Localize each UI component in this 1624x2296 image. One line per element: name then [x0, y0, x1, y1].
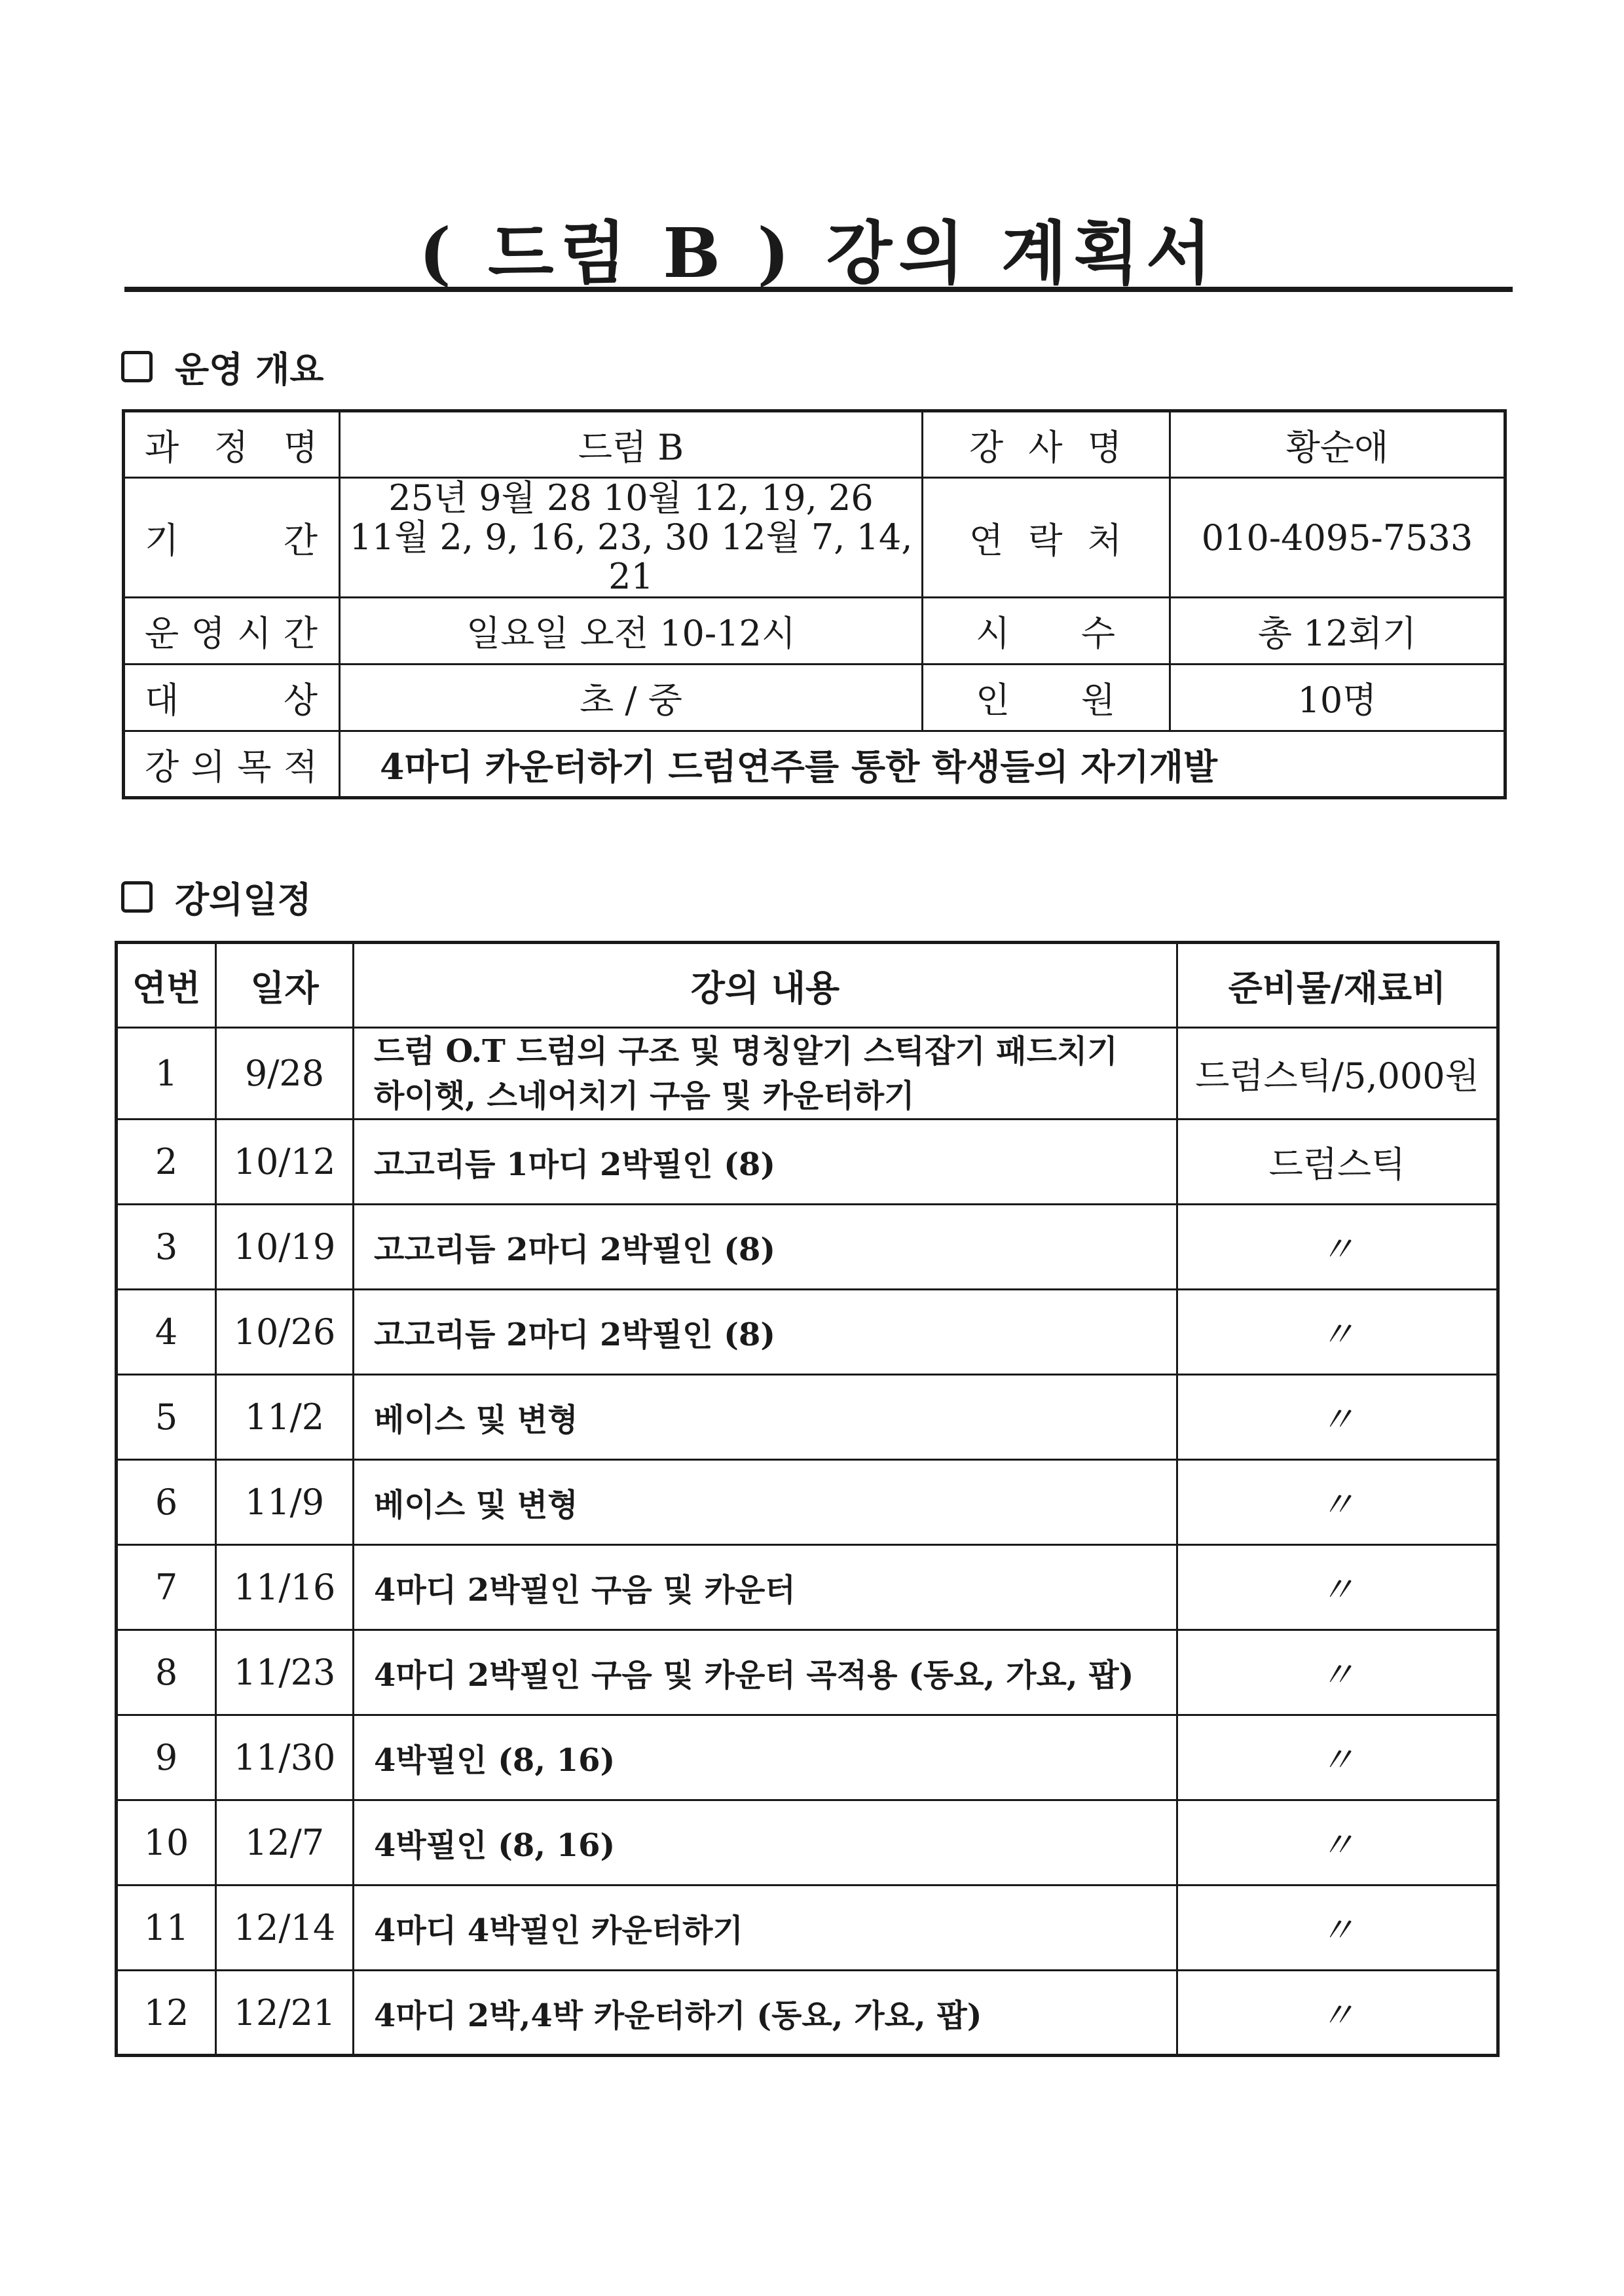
hours-label: 운 영 시 간: [124, 598, 340, 665]
row-number: 1: [117, 1028, 216, 1120]
table-row: [117, 1545, 1498, 1630]
row-content: [354, 1886, 1177, 1971]
course-label: 과 정 명: [124, 411, 340, 478]
table-row: [117, 1630, 1498, 1715]
row-content-line: 4마디 2박필인 구음 및 카운터 곡적용 (동요, 가요, 팝): [374, 1657, 1134, 1694]
row-number: 9: [117, 1715, 216, 1800]
row-date: 11/23: [216, 1630, 354, 1715]
row-content: [354, 1800, 1177, 1886]
row-number: 7: [117, 1545, 216, 1630]
row-content: [354, 1028, 1177, 1120]
table-row: [117, 1290, 1498, 1375]
row-content-line: 고고리듬 1마디 2박필인 (8): [374, 1146, 776, 1183]
overview-section-heading: [121, 340, 323, 393]
target-label: 대 상: [124, 665, 340, 731]
instructor-label: 강 사 명: [923, 411, 1170, 478]
header-date: 일자: [216, 943, 354, 1028]
row-date: 10/12: [216, 1120, 354, 1205]
header-no: 연번: [117, 943, 216, 1028]
row-number: 4: [117, 1290, 216, 1375]
overview-table: [122, 409, 1507, 799]
table-row: [117, 1375, 1498, 1460]
table-row: [117, 1120, 1498, 1205]
row-content: [354, 1205, 1177, 1290]
row-number: 2: [117, 1120, 216, 1205]
sessions-label: 시 수: [923, 598, 1170, 665]
goal-label: 강 의 목 적: [124, 731, 340, 798]
row-content-line: 4마디 2박필인 구음 및 카운터: [374, 1572, 796, 1609]
row-date: 11/30: [216, 1715, 354, 1800]
table-row: [117, 1800, 1498, 1886]
row-supplies: 〃: [1177, 1375, 1498, 1460]
row-number: 12: [117, 1971, 216, 2056]
row-supplies: 〃: [1177, 1290, 1498, 1375]
row-content-line: 드럼 O.T 드럼의 구조 및 명칭알기 스틱잡기 패드치기: [374, 1032, 1118, 1070]
row-content: [354, 1460, 1177, 1545]
overview-row-hours: [124, 598, 1505, 665]
headcount-value: 10명: [1170, 665, 1505, 731]
schedule-header-row: [117, 943, 1498, 1028]
row-content: [354, 1971, 1177, 2056]
row-content-line: 4마디 4박필인 카운터하기: [374, 1912, 743, 1949]
schedule-table: [115, 941, 1500, 2057]
row-supplies: 〃: [1177, 1460, 1498, 1545]
row-content-line: 4박필인 (8, 16): [374, 1827, 616, 1864]
contact-label: 연 락 처: [923, 478, 1170, 598]
row-date: 9/28: [216, 1028, 354, 1120]
row-date: 12/7: [216, 1800, 354, 1886]
row-supplies: 〃: [1177, 1800, 1498, 1886]
table-row: [117, 1971, 1498, 2056]
header-supplies: 준비물/재료비: [1177, 943, 1498, 1028]
checkbox-square-icon: [121, 351, 153, 382]
row-supplies: 드럼스틱/5,000원: [1177, 1028, 1498, 1120]
row-content: [354, 1715, 1177, 1800]
headcount-label: 인 원: [923, 665, 1170, 731]
row-number: 6: [117, 1460, 216, 1545]
row-supplies: 〃: [1177, 1205, 1498, 1290]
overview-row-goal: [124, 731, 1505, 798]
row-date: 12/14: [216, 1886, 354, 1971]
sessions-value: 총 12회기: [1170, 598, 1505, 665]
title-underline: [124, 287, 1513, 292]
row-content: [354, 1630, 1177, 1715]
row-number: 11: [117, 1886, 216, 1971]
row-date: 11/16: [216, 1545, 354, 1630]
row-content: [354, 1290, 1177, 1375]
row-supplies: 드럼스틱: [1177, 1120, 1498, 1205]
row-supplies: 〃: [1177, 1886, 1498, 1971]
goal-value: 4마디 카운터하기 드럼연주를 통한 학생들의 자기개발: [340, 731, 1505, 798]
table-row: [117, 1028, 1498, 1120]
period-value: 25년 9월 28 10월 12, 19, 26 11월 2, 9, 16, 23, 30 12월 7, 14, 21: [340, 478, 923, 598]
table-row: [117, 1886, 1498, 1971]
overview-row-course: [124, 411, 1505, 478]
row-content-line: 4마디 2박,4박 카운터하기 (동요, 가요, 팝): [374, 1997, 982, 2034]
row-supplies: 〃: [1177, 1630, 1498, 1715]
row-date: 11/2: [216, 1375, 354, 1460]
row-number: 3: [117, 1205, 216, 1290]
instructor-value: 황순애: [1170, 411, 1505, 478]
checkbox-square-icon: [121, 881, 153, 913]
row-number: 8: [117, 1630, 216, 1715]
row-supplies: 〃: [1177, 1971, 1498, 2056]
table-row: [117, 1460, 1498, 1545]
contact-value: 010-4095-7533: [1170, 478, 1505, 598]
row-content-line: 고고리듬 2마디 2박필인 (8): [374, 1317, 776, 1353]
hours-value: 일요일 오전 10-12시: [340, 598, 923, 665]
table-row: [117, 1205, 1498, 1290]
row-content-line: 고고리듬 2마디 2박필인 (8): [374, 1231, 776, 1268]
row-number: 5: [117, 1375, 216, 1460]
row-content-line: 베이스 및 변형: [374, 1487, 578, 1523]
row-number: 10: [117, 1800, 216, 1886]
schedule-heading-text: 강의일정: [175, 878, 312, 920]
header-content: 강의 내용: [354, 943, 1177, 1028]
row-supplies: 〃: [1177, 1715, 1498, 1800]
overview-row-target: [124, 665, 1505, 731]
row-content-line: 4박필인 (8, 16): [374, 1742, 616, 1779]
row-content: [354, 1545, 1177, 1630]
overview-heading-text: 운영 개요: [175, 348, 324, 390]
overview-row-period: [124, 478, 1505, 598]
row-date: 11/9: [216, 1460, 354, 1545]
row-content: [354, 1375, 1177, 1460]
row-content: [354, 1120, 1177, 1205]
row-date: 10/26: [216, 1290, 354, 1375]
table-row: [117, 1715, 1498, 1800]
course-value: 드럼 B: [340, 411, 923, 478]
row-content-line: 베이스 및 변형: [374, 1402, 578, 1438]
document-title: ( 드럼 B ) 강의 계획서: [418, 213, 1219, 293]
row-date: 10/19: [216, 1205, 354, 1290]
row-supplies: 〃: [1177, 1545, 1498, 1630]
target-value: 초 / 중: [340, 665, 923, 731]
row-date: 12/21: [216, 1971, 354, 2056]
row-content-line: 하이햇, 스네어치기 구음 및 카운터하기: [374, 1077, 915, 1114]
period-label: 기 간: [124, 478, 340, 598]
schedule-section-heading: [121, 871, 312, 923]
